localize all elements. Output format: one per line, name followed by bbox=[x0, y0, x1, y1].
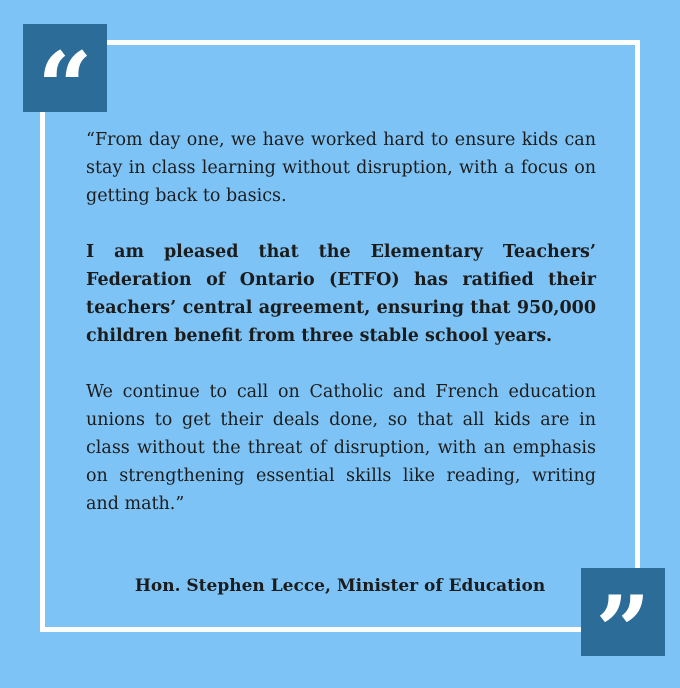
quote-paragraph-1: “From day one, we have worked hard to ensure kids can stay in class learning without disruption, with a focus on getting back to basics. bbox=[86, 130, 596, 206]
open-quote-icon: “ bbox=[37, 31, 93, 144]
close-quote-badge bbox=[581, 568, 665, 688]
quote-paragraph-2: I am pleased that the Elementary Teachers’ Federation of Ontario (ETFO) has ratified their teachers’ central agreement, ensuring that 950,000 children benefit from three stable school years. bbox=[86, 242, 596, 346]
quote-attribution: Hon. Stephen Lecce, Minister of Education bbox=[134, 576, 546, 596]
open-quote-badge bbox=[23, 24, 107, 144]
close-quote-icon: ” bbox=[595, 575, 651, 688]
quote-body bbox=[86, 126, 596, 546]
quote-paragraph-3: We continue to call on Catholic and French education unions to get their deals done, so that all kids are in class without the threat of disruption, with an emphasis on strengthening essential skills like reading, writing and math.” bbox=[86, 382, 596, 514]
